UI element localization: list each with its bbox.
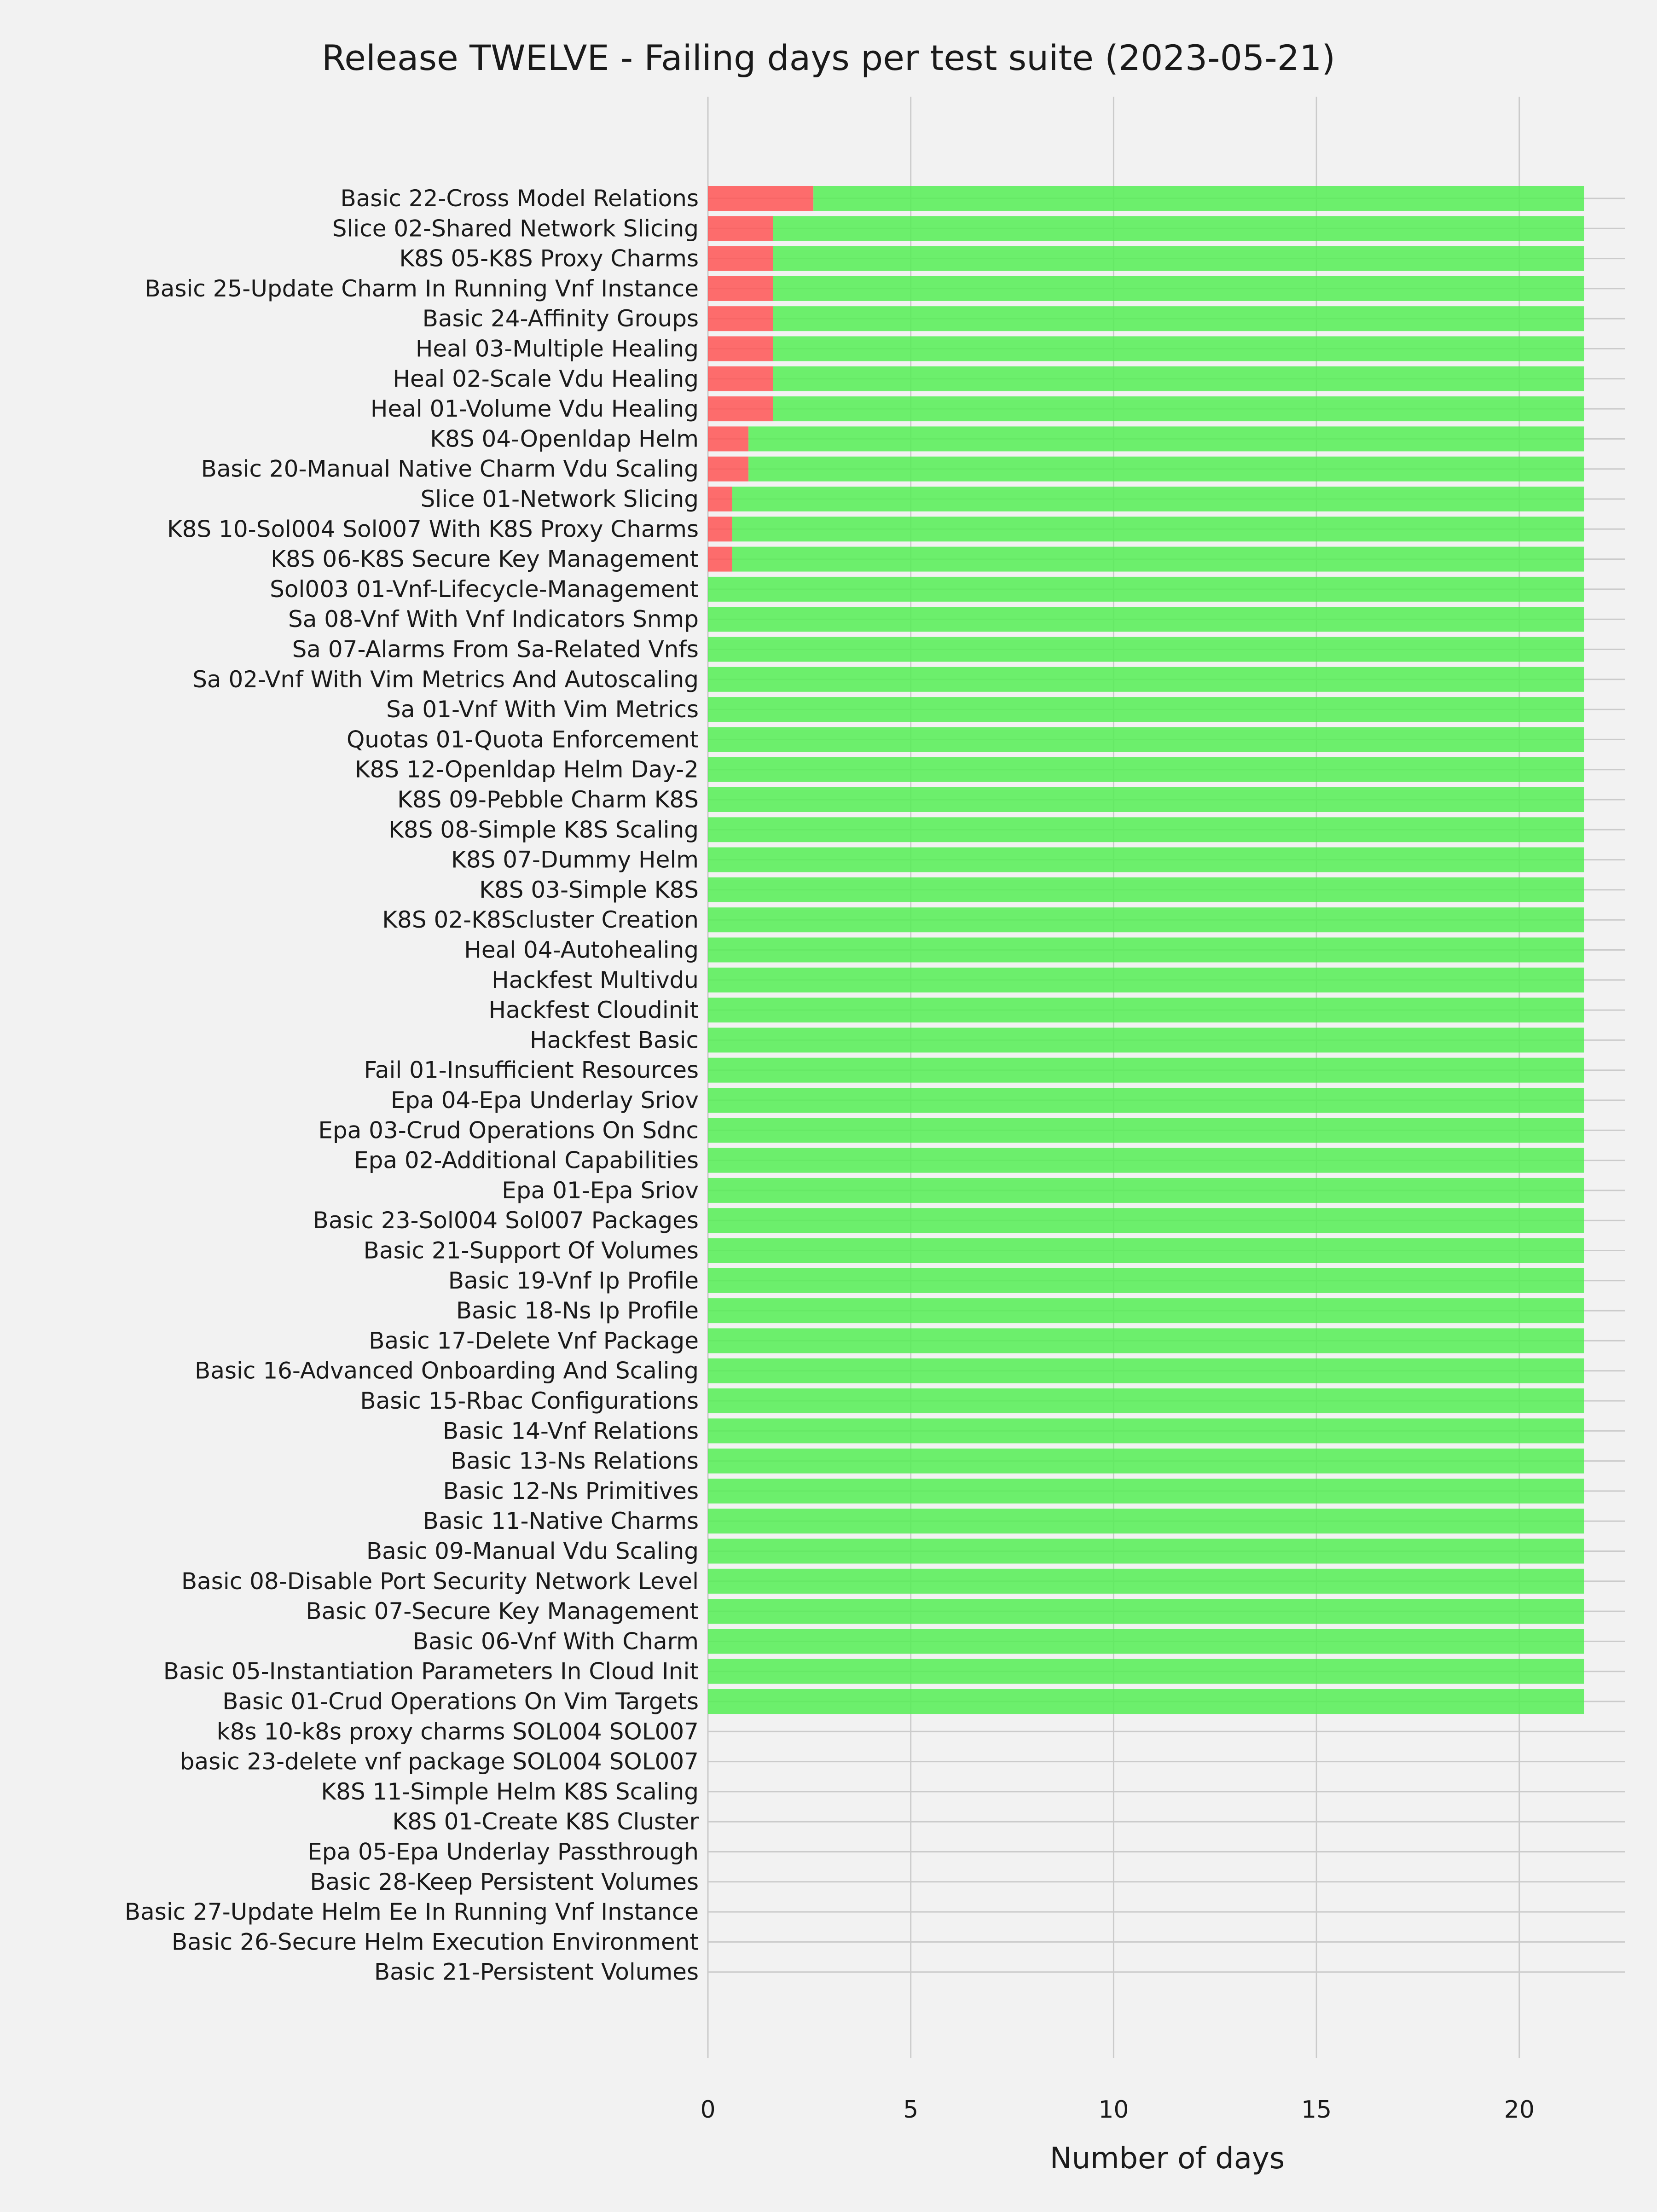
bar-passing-segment <box>708 1599 1584 1624</box>
category-label: Basic 14-Vnf Relations <box>442 1417 699 1445</box>
bar-failing-segment <box>708 487 732 511</box>
category-label: Sa 02-Vnf With Vim Metrics And Autoscaling <box>192 666 699 693</box>
bar-passing-segment <box>708 577 1584 602</box>
category-label: Basic 13-Ns Relations <box>451 1447 699 1475</box>
category-label: Sa 01-Vnf With Vim Metrics <box>386 696 699 723</box>
bar-passing-segment <box>708 637 1584 662</box>
category-label: k8s 10-k8s proxy charms SOL004 SOL007 <box>216 1718 699 1745</box>
category-label: K8S 07-Dummy Helm <box>451 846 699 873</box>
bar-failing-segment <box>708 337 773 361</box>
bar-passing-segment <box>708 1268 1584 1293</box>
bar-failing-segment <box>708 306 773 331</box>
category-label: basic 23-delete vnf package SOL004 SOL007 <box>180 1748 699 1775</box>
category-label: K8S 05-K8S Proxy Charms <box>399 245 699 272</box>
bar-passing-segment <box>708 1659 1584 1684</box>
x-tick-label: 10 <box>1098 2096 1129 2124</box>
bar-failing-segment <box>708 366 773 391</box>
category-label: Basic 24-Affinity Groups <box>422 305 699 332</box>
category-label: Epa 05-Epa Underlay Passthrough <box>307 1838 699 1865</box>
category-label: Quotas 01-Quota Enforcement <box>346 726 699 753</box>
x-tick-label: 20 <box>1504 2096 1535 2124</box>
bar-passing-segment <box>748 426 1584 451</box>
x-tick-label: 15 <box>1301 2096 1332 2124</box>
bar-passing-segment <box>708 1418 1584 1443</box>
category-label: K8S 09-Pebble Charm K8S <box>397 786 699 813</box>
category-label: Epa 03-Crud Operations On Sdnc <box>318 1117 699 1144</box>
bar-passing-segment <box>732 517 1584 541</box>
category-label: Epa 04-Epa Underlay Sriov <box>390 1087 699 1114</box>
category-label: Basic 25-Update Charm In Running Vnf Instance <box>145 275 699 302</box>
bar-passing-segment <box>708 787 1584 812</box>
bar-passing-segment <box>708 1088 1584 1113</box>
category-label: Hackfest Multivdu <box>492 966 699 993</box>
category-label: Basic 20-Manual Native Charm Vdu Scaling <box>201 455 699 482</box>
category-label: Epa 02-Additional Capabilities <box>354 1147 699 1174</box>
bar-passing-segment <box>708 817 1584 842</box>
category-label: Basic 28-Keep Persistent Volumes <box>310 1868 699 1895</box>
bar-passing-segment <box>708 998 1584 1022</box>
bar-passing-segment <box>708 1208 1584 1233</box>
category-label: Basic 08-Disable Port Security Network Level <box>181 1568 699 1595</box>
category-label: K8S 02-K8Scluster Creation <box>382 906 699 934</box>
bar-passing-segment <box>708 1238 1584 1263</box>
bar-passing-segment <box>708 607 1584 632</box>
bar-passing-segment <box>773 366 1584 391</box>
category-label: Basic 19-Vnf Ip Profile <box>448 1267 699 1294</box>
bar-passing-segment <box>708 907 1584 932</box>
bar-passing-segment <box>708 697 1584 722</box>
category-label: Basic 17-Delete Vnf Package <box>369 1327 699 1354</box>
category-label: Basic 22-Cross Model Relations <box>340 185 699 212</box>
category-label: Hackfest Basic <box>530 1027 699 1054</box>
category-label: Basic 05-Instantiation Parameters In Cloud Init <box>163 1658 699 1685</box>
bar-passing-segment <box>708 848 1584 872</box>
bar-passing-segment <box>708 968 1584 993</box>
category-label: K8S 01-Create K8S Cluster <box>392 1808 699 1835</box>
category-label: Basic 21-Persistent Volumes <box>374 1958 699 1986</box>
bar-passing-segment <box>708 1328 1584 1353</box>
category-label: Slice 01-Network Slicing <box>420 486 699 512</box>
category-label: K8S 06-K8S Secure Key Management <box>271 546 699 573</box>
bar-passing-segment <box>813 186 1584 211</box>
bar-passing-segment <box>708 1148 1584 1173</box>
bar-failing-segment <box>708 426 748 451</box>
category-label: Hackfest Cloudinit <box>488 997 699 1024</box>
category-label: Sa 07-Alarms From Sa-Related Vnfs <box>292 636 699 663</box>
bar-passing-segment <box>708 1028 1584 1052</box>
bar-passing-segment <box>708 757 1584 782</box>
category-label: Basic 07-Secure Key Management <box>306 1598 699 1625</box>
category-label: Basic 11-Native Charms <box>423 1508 699 1535</box>
category-label: Heal 03-Multiple Healing <box>415 335 699 362</box>
bar-passing-segment <box>708 1539 1584 1564</box>
category-label: Basic 18-Ns Ip Profile <box>456 1297 699 1324</box>
bar-passing-segment <box>708 1359 1584 1383</box>
category-label: Sol003 01-Vnf-Lifecycle-Management <box>270 575 699 603</box>
category-label: Basic 09-Manual Vdu Scaling <box>366 1538 699 1565</box>
x-tick-label: 5 <box>903 2096 919 2124</box>
bar-passing-segment <box>708 1388 1584 1413</box>
bar-passing-segment <box>773 216 1584 241</box>
bar-failing-segment <box>708 517 732 541</box>
category-label: K8S 04-Openldap Helm <box>430 425 699 453</box>
category-label: K8S 12-Openldap Helm Day-2 <box>354 756 699 783</box>
category-label: Fail 01-Insufficient Resources <box>364 1057 699 1084</box>
bar-passing-segment <box>708 727 1584 752</box>
category-label: K8S 08-Simple K8S Scaling <box>388 816 699 843</box>
bar-passing-segment <box>708 1058 1584 1083</box>
bar-passing-segment <box>748 457 1584 482</box>
bar-failing-segment <box>708 457 748 482</box>
bar-passing-segment <box>708 667 1584 692</box>
bar-passing-segment <box>708 877 1584 902</box>
bars <box>708 186 1584 1714</box>
category-label: Heal 02-Scale Vdu Healing <box>393 365 699 392</box>
category-label: Slice 02-Shared Network Slicing <box>332 215 699 242</box>
bar-passing-segment <box>708 938 1584 963</box>
category-label: Basic 12-Ns Primitives <box>443 1477 699 1504</box>
bar-passing-segment <box>708 1629 1584 1654</box>
bar-passing-segment <box>708 1298 1584 1323</box>
category-label: Epa 01-Epa Sriov <box>502 1177 699 1204</box>
bar-passing-segment <box>708 1569 1584 1594</box>
category-label: Basic 16-Advanced Onboarding And Scaling <box>195 1357 699 1384</box>
bar-failing-segment <box>708 246 773 271</box>
category-label: K8S 11-Simple Helm K8S Scaling <box>321 1778 699 1805</box>
bar-passing-segment <box>773 276 1584 301</box>
bar-passing-segment <box>708 1479 1584 1504</box>
category-label: Basic 26-Secure Helm Execution Environment <box>171 1928 699 1956</box>
x-axis-label: Number of days <box>1049 2142 1285 2176</box>
bar-passing-segment <box>773 306 1584 331</box>
category-label: Sa 08-Vnf With Vnf Indicators Snmp <box>288 606 699 633</box>
bar-passing-segment <box>732 547 1584 572</box>
bar-passing-segment <box>773 246 1584 271</box>
category-label: Basic 23-Sol004 Sol007 Packages <box>313 1207 699 1234</box>
category-label: Basic 06-Vnf With Charm <box>412 1628 699 1655</box>
bar-failing-segment <box>708 216 773 241</box>
category-label: Basic 21-Support Of Volumes <box>363 1237 699 1264</box>
category-label: Basic 27-Update Helm Ee In Running Vnf Instance <box>124 1898 699 1926</box>
bar-passing-segment <box>708 1449 1584 1474</box>
bar-passing-segment <box>708 1509 1584 1533</box>
bar-passing-segment <box>773 337 1584 361</box>
bar-passing-segment <box>708 1178 1584 1203</box>
bar-passing-segment <box>708 1118 1584 1143</box>
bar-passing-segment <box>773 396 1584 421</box>
bar-failing-segment <box>708 186 813 211</box>
bar-failing-segment <box>708 396 773 421</box>
category-label: Heal 04-Autohealing <box>464 936 699 964</box>
chart-title: Release TWELVE - Failing days per test suite (2023-05-21) <box>321 37 1336 78</box>
bar-failing-segment <box>708 547 732 572</box>
bar-failing-segment <box>708 276 773 301</box>
category-label: K8S 10-Sol004 Sol007 With K8S Proxy Charms <box>167 516 699 543</box>
x-tick-label: 0 <box>700 2096 716 2124</box>
bar-passing-segment <box>732 487 1584 511</box>
bar-passing-segment <box>708 1689 1584 1714</box>
category-label: K8S 03-Simple K8S <box>479 876 699 903</box>
category-label: Basic 15-Rbac Configurations <box>360 1388 699 1414</box>
category-label: Basic 01-Crud Operations On Vim Targets <box>222 1688 699 1715</box>
category-label: Heal 01-Volume Vdu Healing <box>370 395 699 423</box>
